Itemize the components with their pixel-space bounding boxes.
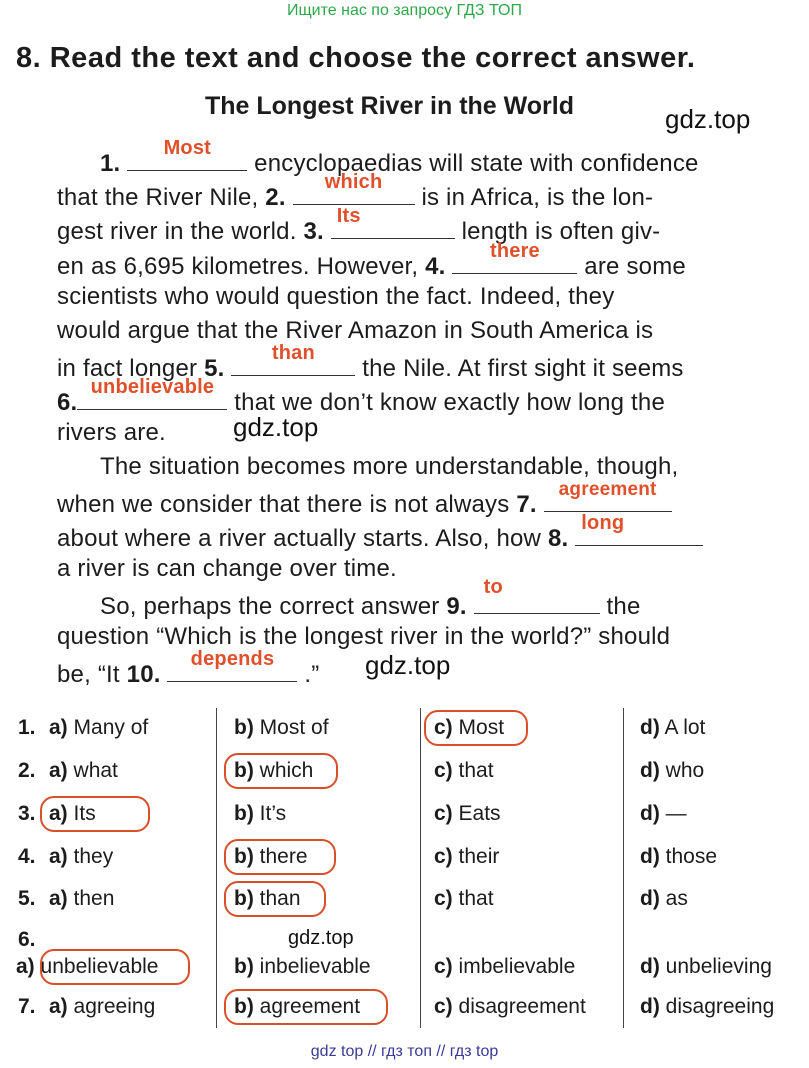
answer-text: long (581, 512, 625, 534)
answer-blank (77, 376, 227, 410)
banner[interactable]: Ищите нас по запросу ГДЗ ТОП (287, 2, 522, 19)
answer-blank (474, 576, 600, 614)
option-d[interactable]: d) A lot (640, 716, 706, 739)
watermark: gdz.top (365, 650, 451, 680)
option-d[interactable]: d) unbelieving (640, 955, 772, 978)
passage-text: about where a river actually starts. Also, how (57, 525, 548, 552)
selected-answer-circle (224, 839, 336, 875)
passage-line (57, 512, 703, 553)
answer-text: Its (336, 205, 361, 227)
answer-text: which (324, 171, 383, 193)
selected-answer-circle (40, 796, 150, 832)
column-divider (623, 708, 624, 1028)
option-row-number: 7. (18, 995, 36, 1018)
passage-line: rivers are. (57, 419, 166, 446)
option-row-number: 4. (18, 845, 36, 868)
answer-text: to (483, 576, 503, 598)
answer-text: unbelievable (90, 376, 215, 398)
option-b[interactable]: b) agreement (234, 995, 361, 1018)
option-b[interactable]: b) which (234, 759, 314, 782)
selected-answer-circle (224, 881, 326, 917)
passage-line: question “Which is the longest river in the world?” should (57, 623, 671, 650)
option-c[interactable]: c) disagreement (434, 995, 586, 1018)
passage-line (57, 479, 672, 519)
passage-text: that the River Nile, (57, 184, 266, 211)
passage-line: The situation becomes more understandable, though, (100, 453, 679, 480)
blank-number: 4. (425, 253, 446, 280)
watermark: gdz.top (288, 927, 354, 949)
answer-blank (167, 648, 297, 682)
passage-line: scientists who would question the fact. Indeed, they (57, 283, 615, 310)
selected-answer-circle (424, 710, 528, 746)
option-row-number: 6. (18, 928, 36, 951)
answer-text: Most (163, 137, 212, 159)
blank-number: 1. (100, 150, 121, 177)
option-row-number: 3. (18, 802, 36, 825)
option-a[interactable]: a) unbelievable (16, 955, 159, 978)
passage-title: The Longest River in the World (205, 92, 575, 120)
passage-text: .” (297, 661, 320, 688)
option-a[interactable]: a) they (49, 845, 114, 868)
option-c[interactable]: c) their (434, 845, 500, 868)
column-divider (216, 708, 217, 1028)
option-a[interactable]: a) Its (49, 802, 96, 825)
option-d[interactable]: d) disagreeing (640, 995, 775, 1018)
passage-line (57, 240, 686, 281)
passage-line (57, 648, 320, 689)
answer-blank (293, 171, 415, 205)
option-c[interactable]: c) Most (434, 716, 505, 739)
passage-line: a river is can change over time. (57, 555, 397, 582)
watermark: gdz.top (665, 104, 751, 134)
watermark: gdz.top (233, 412, 319, 442)
option-c[interactable]: c) Eats (434, 802, 501, 825)
passage-text: So, perhaps the correct answer (100, 593, 447, 620)
answer-blank (127, 137, 247, 171)
passage-line (57, 376, 666, 417)
answer-text: there (489, 240, 540, 262)
option-a[interactable]: a) what (49, 759, 118, 782)
option-row-number: 5. (18, 887, 36, 910)
blank-number: 3. (303, 218, 324, 245)
blank-number: 8. (547, 525, 569, 552)
answer-blank (231, 342, 355, 376)
option-b[interactable]: b) there (234, 845, 308, 868)
footer-links[interactable]: gdz top // гдз топ // гдз top (310, 1043, 499, 1060)
passage-text: encyclopaedias will state with confidence (247, 150, 699, 177)
passage-text: the Nile. At first sight it seems (355, 355, 684, 382)
passage-text: length is often giv- (454, 218, 661, 245)
blank-number: 5. (204, 355, 225, 382)
passage-text: are some (577, 253, 686, 280)
answer-blank (331, 205, 455, 239)
answer-blank (575, 512, 703, 546)
column-divider (420, 708, 421, 1028)
option-d[interactable]: d) as (640, 887, 688, 910)
exercise-heading: 8. Read the text and choose the correct answer. (16, 42, 696, 74)
passage-line (100, 576, 641, 621)
passage-text: en as 6,695 kilometres. However, (57, 253, 426, 280)
answer-text: agreement (558, 479, 657, 500)
option-a[interactable]: a) Many of (49, 716, 149, 739)
passage-text: be, “It (57, 661, 127, 688)
passage-text: when we consider that there is not always (57, 491, 517, 518)
blank-number: 7. (516, 491, 537, 518)
selected-answer-circle (224, 989, 388, 1025)
passage-line: would argue that the River Amazon in South America is (57, 317, 654, 344)
selected-answer-circle (224, 753, 338, 789)
option-a[interactable]: a) then (49, 887, 115, 910)
option-c[interactable]: c) that (434, 887, 494, 910)
option-b[interactable]: b) Most of (234, 716, 329, 739)
option-b[interactable]: b) inbelievable (234, 955, 371, 978)
option-b[interactable]: b) than (234, 887, 301, 910)
selected-answer-circle (40, 949, 190, 985)
answer-text: than (271, 342, 315, 364)
option-d[interactable]: d) those (640, 845, 718, 868)
answer-text: depends (190, 648, 275, 670)
blank-number: 10. (126, 661, 161, 688)
option-row-number: 2. (18, 759, 36, 782)
option-a[interactable]: a) agreeing (49, 995, 156, 1018)
option-b[interactable]: b) It’s (234, 802, 287, 825)
answer-blank (452, 240, 577, 274)
passage-text: the (599, 593, 641, 620)
option-row-number: 1. (18, 716, 36, 739)
passage-text: gest river in the world. (57, 218, 304, 245)
option-d[interactable]: d) who (640, 759, 705, 782)
blank-number: 2. (265, 184, 286, 211)
option-c[interactable]: c) imbelievable (434, 955, 576, 978)
answer-blank (544, 479, 672, 512)
blank-number: 9. (446, 593, 467, 620)
option-d[interactable]: d) — (640, 802, 687, 825)
passage-text: in fact longer (57, 355, 205, 382)
passage-text: is in Africa, is the lon- (414, 184, 654, 211)
option-c[interactable]: c) that (434, 759, 494, 782)
blank-number: 6. (57, 389, 78, 416)
passage-text: that we don’t know exactly how long the (227, 389, 666, 416)
